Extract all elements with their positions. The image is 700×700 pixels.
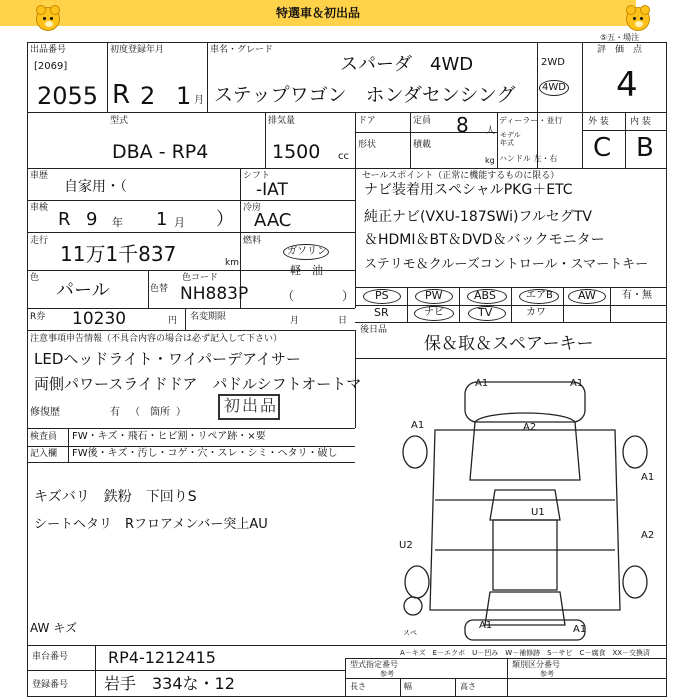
four-wd-label: 4WD: [542, 82, 566, 93]
accessory-pw: PW: [425, 289, 443, 302]
mark-u1-roof: U1: [531, 507, 545, 518]
fuel-diesel: 軽 油: [290, 264, 323, 277]
model-value: DBA - RP4: [112, 141, 209, 163]
fuel-paren: （: [282, 289, 295, 303]
spare-label: スペ: [403, 629, 417, 637]
remark-line-3: AW キズ: [30, 621, 77, 635]
load-label: 積載: [413, 140, 432, 150]
model-year-label-a: モデル: [500, 131, 521, 139]
registration-label: 登録番号: [32, 680, 69, 690]
mark-a1-rear-left: A1: [479, 620, 493, 631]
accessory-ps: PS: [375, 289, 389, 302]
sales-line-3: ＆HDMI＆BT＆DVD＆バックモニター: [364, 232, 605, 248]
accessory-tv: TV: [478, 306, 493, 319]
shape-cert-ref: 参考: [380, 670, 394, 678]
capacity-value: 8: [456, 113, 469, 137]
insp-month: 1: [156, 209, 168, 230]
lot-small: [2069]: [34, 61, 68, 72]
accessory-airbag: エアB: [526, 290, 553, 301]
reg-era: R: [112, 80, 131, 110]
rear-left-tire-shape: [405, 566, 429, 598]
doors-label: ドア: [358, 116, 376, 126]
history-label: 車歴: [30, 171, 49, 181]
handle-label: ハンドル 左・右: [499, 154, 558, 163]
remark-line-1: キズバリ 鉄粉 下回りS: [34, 489, 197, 505]
entry-label: 記入欄: [30, 449, 58, 459]
ac-value: AAC: [254, 210, 292, 231]
sales-point-label: セールスポイント（正常に機能するものに限る）: [362, 171, 560, 181]
shift-label: シフト: [243, 171, 271, 181]
spare-tire-shape: [404, 597, 422, 615]
bear-logo-icon: [626, 7, 650, 31]
name-change-month: 月: [290, 316, 300, 326]
ac-label: 冷房: [243, 203, 262, 213]
header-banner: [0, 0, 636, 26]
model-label: 型式: [110, 116, 129, 126]
model-year-label-b: 年式: [500, 139, 514, 147]
color-code-label: 色コード: [182, 273, 219, 283]
insp-month-unit: 月: [174, 216, 185, 229]
fuel-label: 燃料: [243, 236, 262, 246]
inspector-label: 検査員: [30, 432, 58, 442]
repair-history-label: 修復歴: [30, 407, 60, 418]
roof-shape: [493, 520, 557, 590]
first-reg-label: 初度登録年月: [110, 45, 165, 55]
front-right-tire-shape: [623, 436, 647, 468]
mark-a2-right-rear: A2: [641, 530, 655, 541]
accessory-navi: ナビ: [424, 307, 444, 318]
width-label: 幅: [404, 682, 412, 691]
chassis-value: RP4-1212415: [108, 648, 216, 667]
sales-line-2: 純正ナビ(VXU-187SWi)フルセグTV: [364, 209, 592, 225]
history-value: 自家用・（: [64, 179, 127, 195]
registration-value: 岩手 334な・12: [104, 674, 235, 693]
color-value: パール: [56, 280, 110, 301]
displacement-label: 排気量: [268, 116, 296, 126]
name-change-day: 日: [338, 316, 348, 326]
mark-a1-front-left: A1: [475, 378, 489, 389]
notes-label: 注意事項申告情報（不具合内容の場合は必ず記入して下さい）: [30, 334, 283, 344]
reg-month: 1: [176, 82, 192, 110]
mileage-value: 11万1千837: [60, 242, 177, 266]
checklist-row-1: FW・キズ・飛石・ヒビ割・リペア跡・×要: [72, 431, 266, 442]
cc-unit: cc: [338, 151, 349, 162]
repair-have: 有: [110, 407, 120, 418]
front-left-tire-shape: [403, 436, 427, 468]
mark-u2-left: U2: [399, 540, 413, 551]
r-tax-value: 10230: [72, 309, 127, 329]
fuel-gasoline: ガソリン: [287, 246, 327, 257]
km-unit: km: [225, 258, 239, 268]
car-name: ステップワゴン ホンダセンシング: [214, 84, 516, 106]
car-damage-diagram: [395, 370, 667, 645]
remark-line-2: シートヘタリ Rフロアメンバー突上AU: [34, 517, 268, 532]
mileage-label: 走行: [30, 236, 49, 246]
cat-no-label: 類別区分番号: [512, 660, 560, 669]
cat-no-ref: 参考: [540, 670, 554, 678]
accessory-yes-no: 有・無: [622, 290, 652, 301]
sales-line-1: ナビ装着用スペシャルPKG＋ETC: [364, 182, 573, 198]
length-label: 長さ: [350, 682, 366, 691]
mark-a1-left-fender: A1: [411, 420, 425, 431]
mark-a2-hood: A2: [523, 422, 537, 433]
score-label: 評 価 点: [597, 45, 643, 55]
r-tax-label: R券: [30, 312, 46, 322]
shape-label: 形状: [358, 140, 377, 150]
inspection-label: 車検: [30, 203, 49, 213]
notes-line-2: 両側パワースライドドア パドルシフトオートマ: [34, 375, 362, 393]
corner-text: ⑤五・場注: [600, 33, 640, 42]
name-change-label: 名変期限: [190, 312, 227, 322]
dealer-label: ディーラー・並行: [499, 116, 563, 125]
yen-unit: 円: [168, 316, 178, 326]
displacement-value: 1500: [272, 141, 321, 163]
person-unit: 人: [486, 126, 496, 136]
shape-cert-label: 型式指定番号: [350, 660, 398, 669]
diagram-legend: A－キズ E－エクボ U－凹み W－補修跡 S－サビ C－腐食 XX－交換済: [400, 649, 651, 657]
exterior-label: 外 装: [588, 117, 609, 127]
color-code-value: NH883P: [180, 284, 249, 304]
color-change-label: 色替: [150, 284, 169, 294]
two-wd-label: 2WD: [541, 57, 565, 68]
capacity-label: 定員: [413, 116, 432, 126]
windshield-shape: [490, 490, 560, 520]
later-items-label: 後日品: [360, 325, 388, 335]
kg-unit: kg: [485, 156, 495, 165]
car-name-label: 車名・グレード: [210, 45, 274, 55]
height-label: 高さ: [460, 682, 476, 691]
accessory-aw: AW: [578, 289, 596, 302]
shift-value: -IAT: [256, 180, 288, 200]
mark-a1-right-front: A1: [641, 472, 655, 483]
later-items-value: 保＆取＆スペアーキー: [424, 334, 594, 354]
insp-era: R: [58, 209, 71, 230]
insp-year: 9: [86, 209, 98, 230]
repair-count: 箇所: [150, 407, 170, 418]
sales-line-4: ステリモ＆クルーズコントロール・スマートキー: [364, 257, 649, 272]
bear-logo-icon: [36, 7, 60, 31]
mark-a1-front-right: A1: [570, 378, 584, 389]
accessory-kawa: カワ: [526, 307, 546, 318]
accessory-abs: ABS: [474, 289, 496, 302]
rear-right-tire-shape: [623, 566, 647, 598]
grade-text: スパーダ 4WD: [340, 54, 474, 75]
reg-year: 2: [140, 82, 156, 110]
lot-no-label: 出品番号: [30, 45, 67, 55]
checklist-row-2: FW後・キズ・汚し・コゲ・穴・スレ・シミ・ヘタリ・破し: [72, 448, 338, 459]
reg-month-suffix: 月: [194, 95, 204, 106]
score-value: 4: [616, 65, 638, 105]
header-title: 特選車＆初出品: [275, 6, 360, 20]
interior-grade: B: [636, 133, 654, 163]
color-label: 色: [30, 273, 40, 283]
interior-label: 内 装: [630, 117, 651, 127]
insp-year-unit: 年: [112, 216, 123, 229]
chassis-label: 車台番号: [32, 652, 69, 662]
exterior-grade: C: [593, 133, 612, 163]
notes-line-1: LEDヘッドライト・ワイパーデアイサー: [34, 350, 301, 368]
accessory-sr: SR: [374, 306, 389, 319]
lot-number: 2055: [37, 82, 99, 110]
mark-a1-rear-right: A1: [573, 624, 587, 635]
